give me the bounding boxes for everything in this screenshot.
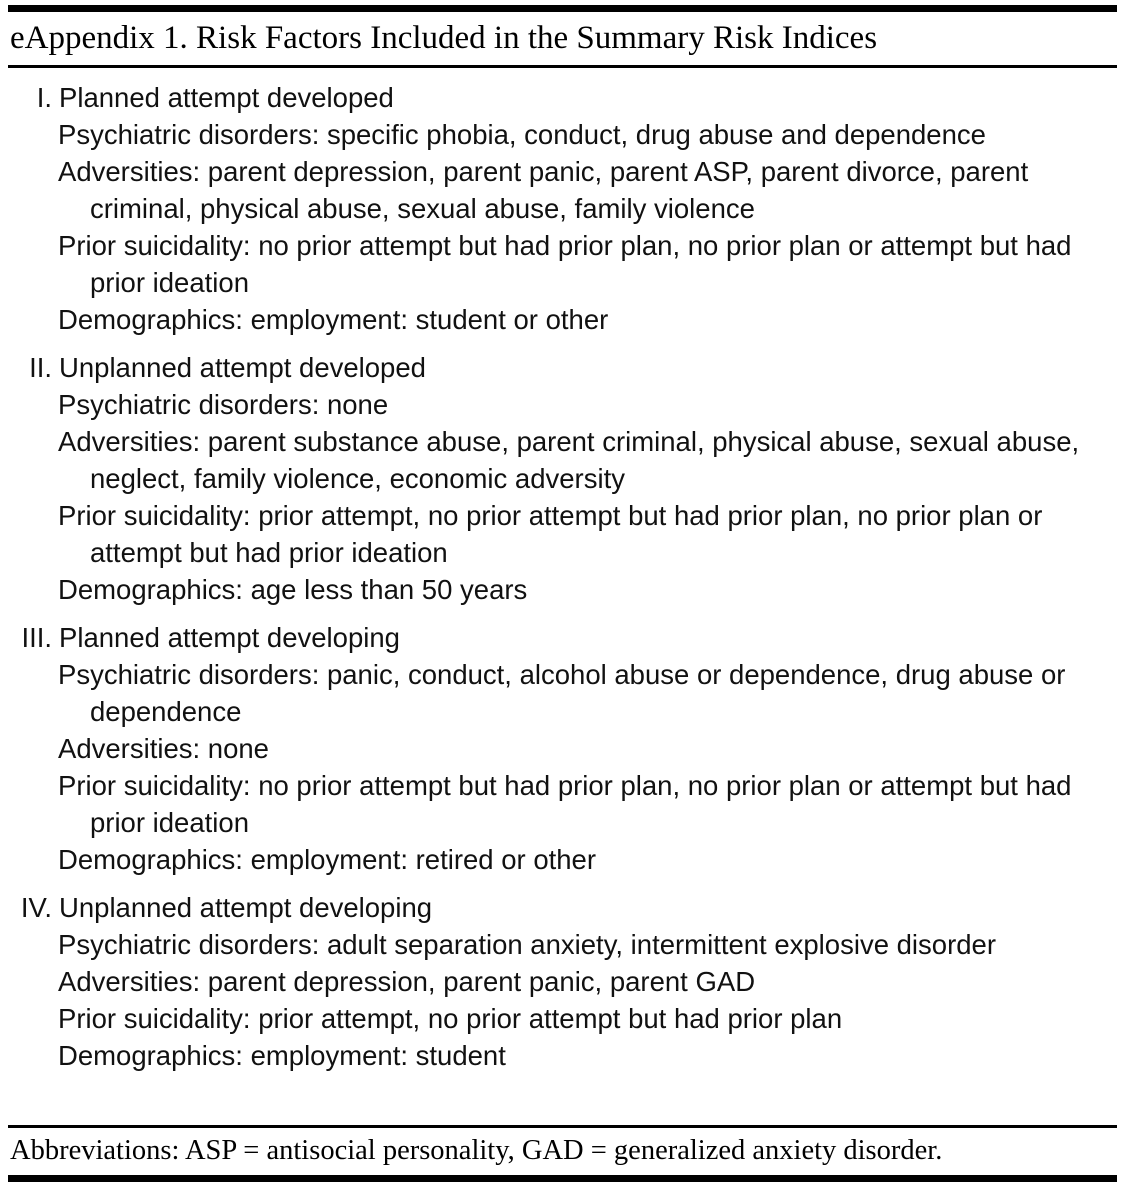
section-numeral: II.	[29, 351, 52, 383]
top-rule	[8, 5, 1117, 12]
prior-suicidality-item: Prior suicidality: no prior attempt but had prior plan, no prior plan or attempt but had prior ideation	[58, 769, 1072, 838]
footer-divider	[8, 1125, 1117, 1128]
psychiatric-disorders-item: Psychiatric disorders: panic, conduct, alcohol abuse or dependence, drug abuse or dependence	[58, 658, 1066, 727]
page-title: eAppendix 1. Risk Factors Included in the Summary Risk Indices	[10, 20, 878, 56]
section-heading	[12, 349, 1113, 386]
adversities-item: Adversities: parent depression, parent panic, parent ASP, parent divorce, parent criminal, physical abuse, sexual abuse, family violence	[58, 155, 1029, 224]
section-title: Unplanned attempt developed	[59, 351, 426, 383]
psychiatric-disorders-item: Psychiatric disorders: none	[58, 388, 389, 420]
section-heading	[12, 619, 1113, 656]
adversities-item: Adversities: parent depression, parent panic, parent GAD	[58, 965, 756, 997]
adversities-item: Adversities: parent substance abuse, parent criminal, physical abuse, sexual abuse, neglect, family violence, economic adversity	[58, 425, 1080, 494]
prior-suicidality-item: Prior suicidality: prior attempt, no prior attempt but had prior plan	[58, 1002, 843, 1034]
abbreviations-note: Abbreviations: ASP = antisocial personality, GAD = generalized anxiety disorder.	[10, 1134, 943, 1166]
section-unplanned-attempt-developing	[12, 889, 1113, 1074]
prior-suicidality-item: Prior suicidality: prior attempt, no prior attempt but had prior plan, no prior plan or attempt but had prior ideation	[58, 499, 1043, 568]
section-numeral: III.	[21, 621, 52, 653]
section-title: Planned attempt developed	[59, 81, 394, 113]
demographics-item: Demographics: employment: retired or other	[58, 843, 597, 875]
psychiatric-disorders-item: Psychiatric disorders: adult separation anxiety, intermittent explosive disorder	[58, 928, 996, 960]
risk-factor-list	[8, 68, 1117, 1085]
demographics-item: Demographics: age less than 50 years	[58, 573, 528, 605]
section-planned-attempt-developing	[12, 619, 1113, 878]
section-planned-attempt-developed	[12, 79, 1113, 338]
demographics-item: Demographics: employment: student or other	[58, 303, 609, 335]
bottom-rule	[8, 1175, 1117, 1182]
demographics-item: Demographics: employment: student	[58, 1039, 506, 1071]
psychiatric-disorders-item: Psychiatric disorders: specific phobia, conduct, drug abuse and dependence	[58, 118, 986, 150]
footer	[8, 1125, 1117, 1182]
section-unplanned-attempt-developed	[12, 349, 1113, 608]
section-heading	[12, 889, 1113, 926]
adversities-item: Adversities: none	[58, 732, 269, 764]
section-heading	[12, 79, 1113, 116]
prior-suicidality-item: Prior suicidality: no prior attempt but had prior plan, no prior plan or attempt but had prior ideation	[58, 229, 1072, 298]
section-title: Unplanned attempt developing	[59, 891, 433, 923]
section-numeral: IV.	[20, 891, 52, 923]
section-title: Planned attempt developing	[59, 621, 400, 653]
section-numeral: I.	[36, 81, 52, 113]
